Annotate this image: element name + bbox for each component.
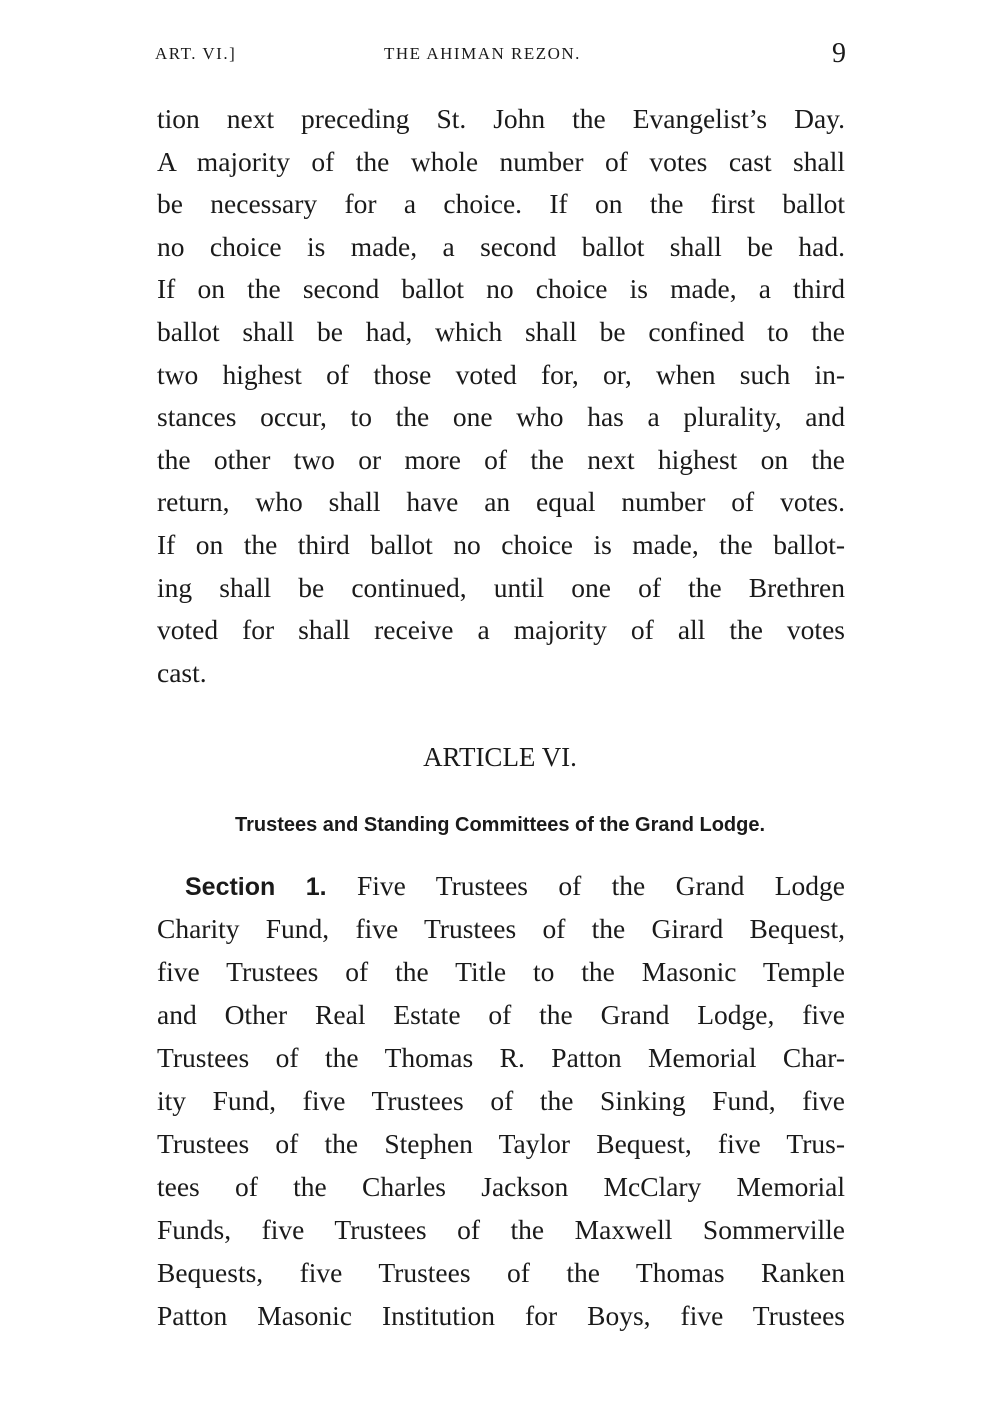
text-line: return, who shall have an equal number of votes. <box>157 486 845 518</box>
text-line: Patton Masonic Institution for Boys, five Trustees <box>157 1300 845 1331</box>
text-span: Five Trustees of the Grand Lodge <box>357 870 846 901</box>
section-first-line <box>157 864 845 907</box>
text-line: Trustees of the Thomas R. Patton Memorial Char- <box>157 1042 845 1073</box>
running-head-title: THE AHIMAN REZON. <box>384 44 581 63</box>
text-line: be necessary for a choice. If on the first ballot <box>157 188 845 220</box>
paragraph-ballot <box>157 98 845 694</box>
article-subtitle: Trustees and Standing Committees of the Grand Lodge. <box>234 814 766 836</box>
text-line: no choice is made, a second ballot shall be had. <box>157 230 845 262</box>
text-line: Trustees of the Stephen Taylor Bequest, five Trus- <box>157 1128 845 1159</box>
section-label: Section 1. <box>185 873 327 901</box>
article-heading: ARTICLE VI. <box>423 742 577 772</box>
text-line: If on the third ballot no choice is made, the ballot- <box>157 528 845 560</box>
text-line: five Trustees of the Title to the Masonic Temple <box>157 956 845 987</box>
text-line: voted for shall receive a majority of all the votes <box>157 614 845 646</box>
text-line: and Other Real Estate of the Grand Lodge, five <box>157 999 845 1030</box>
text-line: cast. <box>157 656 207 688</box>
text-line: A majority of the whole number of votes cast shall <box>157 145 845 177</box>
text-line: stances occur, to the one who has a plurality, and <box>157 401 845 433</box>
text-line: tion next preceding St. John the Evangelist’s Day. <box>157 103 845 134</box>
page-number: 9 <box>832 38 846 69</box>
running-head-article: ART. VI.] <box>155 44 237 63</box>
text-line: Funds, five Trustees of the Maxwell Sommerville <box>157 1214 845 1245</box>
text-line: the other two or more of the next highest on the <box>157 443 845 475</box>
text-line: two highest of those voted for, or, when such in- <box>157 358 845 390</box>
text-line: If on the second ballot no choice is made, a third <box>157 273 845 305</box>
text-line: Bequests, five Trustees of the Thomas Ranken <box>157 1257 845 1288</box>
text-line: ity Fund, five Trustees of the Sinking Fund, five <box>157 1085 845 1116</box>
text-line: ing shall be continued, until one of the Brethren <box>157 571 845 603</box>
text-line: Charity Fund, five Trustees of the Girard Bequest, <box>157 913 845 944</box>
paragraph-section-1 <box>157 864 845 1337</box>
text-line: tees of the Charles Jackson McClary Memorial <box>157 1171 845 1202</box>
text-line: ballot shall be had, which shall be confined to the <box>157 315 845 347</box>
